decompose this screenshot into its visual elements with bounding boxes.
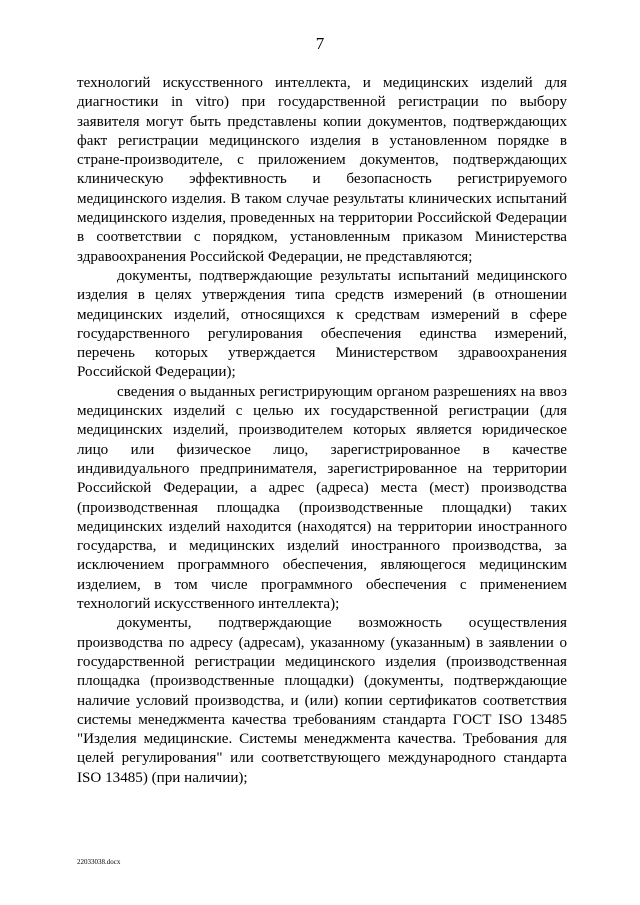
paragraph-continuation: технологий искусственного интеллекта, и медицинских изделий для диагностики in vitro) при государственной регистрации по выбору заявителя могут быть представлены копии документов, подтверждающих факт регистрации медицинского изделия в установленном порядке в стране-производителе, с приложением документов, подтверждающих клиническую эффективность и безопасность регистрируемого медицинского изделия. В таком случае результаты клинических испытаний медицинского изделия, проведенных на территории Российской Федерации в соответствии с порядком, установленным приказом Министерства здравоохранения Российской Федерации, не представляются; xyxy=(77,75,567,265)
file-name-footer: 22033038.docx xyxy=(77,858,121,866)
paragraph-import-permits: сведения о выданных регистрирующим органом разрешениях на ввоз медицинских изделий с целью их государственной регистрации (для медицинских изделий, производителем которых является юридическое лицо или физическое лицо, зарегистрированное в качестве индивидуального предпринимателя, зарегистрированное на территории Российской Федерации, а адрес (адреса) места (мест) производства (производственная площадка (производственные площадки) таких медицинских изделий находится (находятся) на территории иностранного государства, и медицинских изделий иностранного производства, за исключением программного обеспечения, являющегося медицинским изделием, в том числе программного обеспечения с применением технологий искусственного интеллекта); xyxy=(77,383,567,613)
paragraph-production-documents: документы, подтверждающие возможность осуществления производства по адресу (адресам), указанному (указанным) в заявлении о государственной регистрации медицинского изделия (производственная площадка (производственные площадки) (документы, подтверждающие наличие условий производства, и (или) копии сертификатов соответствия системы менеджмента качества требованиям стандарта ГОСТ ISO 13485 "Изделия медицинские. Системы менеджмента качества. Требования для целей регулирования" или соответствующего международного стандарта ISO 13485) (при наличии); xyxy=(77,615,567,786)
page-number: 7 xyxy=(315,34,325,53)
paragraph-measurement-documents: документы, подтверждающие результаты испытаний медицинского изделия в целях утверждения типа средств измерений (в отношении медицинских изделий, относящихся к средствам измерений в сфере государственного регулирования обеспечения единства измерений, перечень которых утверждается Министерством здравоохранения Российской Федерации); xyxy=(77,267,567,381)
document-body xyxy=(77,74,567,788)
